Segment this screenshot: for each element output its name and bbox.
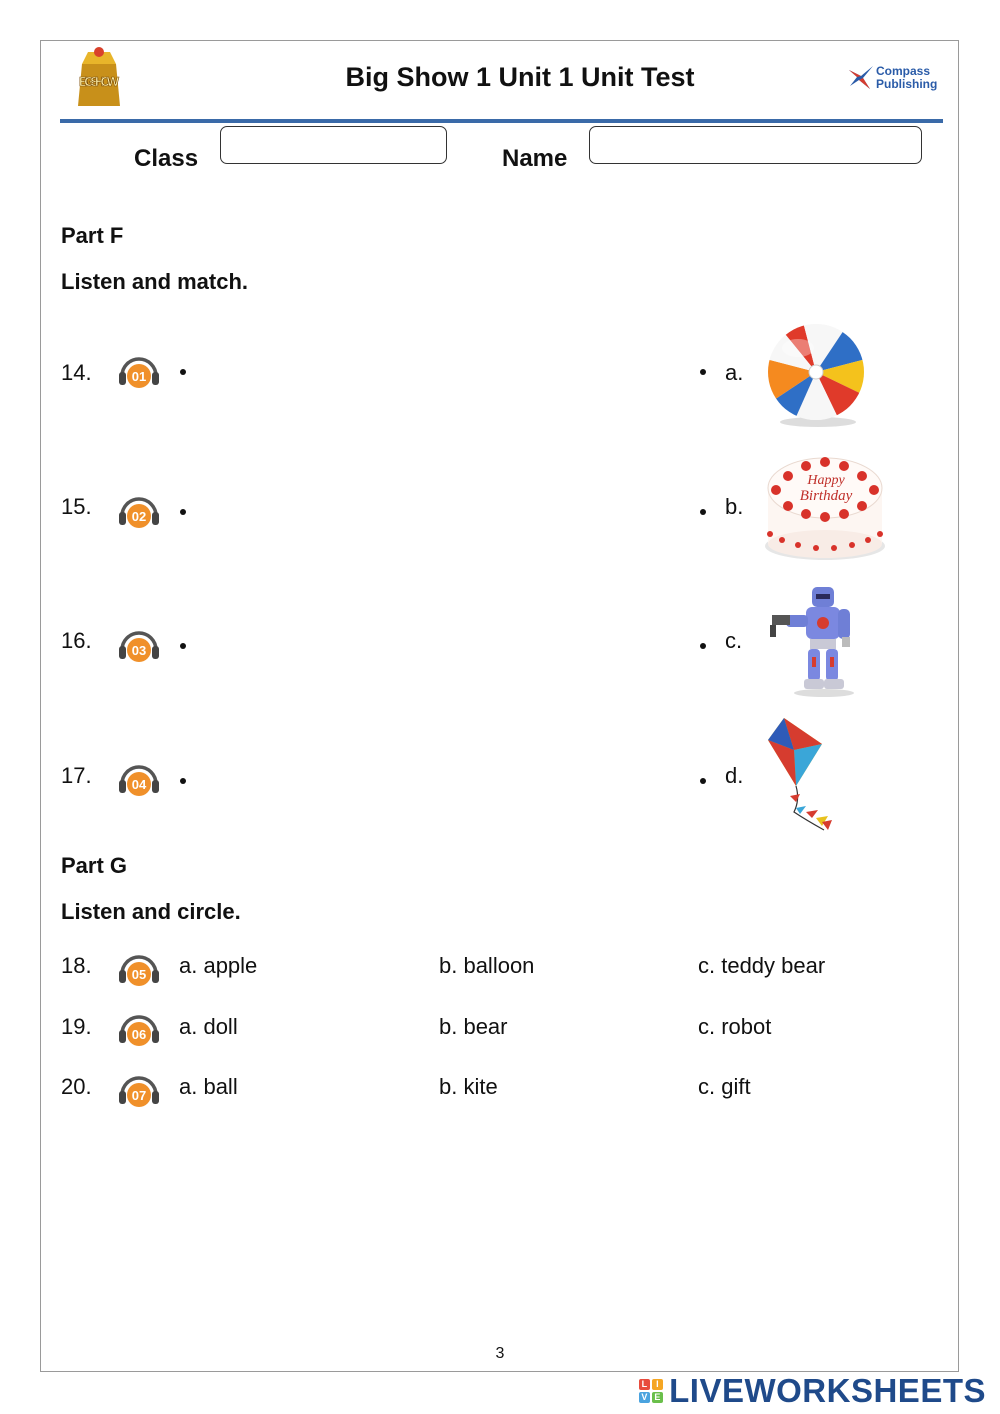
item-number: 19. — [61, 1014, 92, 1039]
match-dot-left[interactable] — [180, 643, 186, 649]
audio-headphone-icon[interactable] — [118, 1012, 160, 1048]
robot-image — [768, 585, 864, 697]
birthday-cake-image — [762, 446, 888, 564]
svg-text:07: 07 — [131, 1088, 147, 1103]
name-label: Name — [502, 145, 568, 172]
audio-headphone-icon[interactable] — [118, 1073, 160, 1109]
svg-text:02: 02 — [131, 509, 147, 524]
audio-headphone-icon[interactable] — [118, 494, 160, 530]
part-f-heading: Part F — [61, 223, 124, 248]
class-label: Class — [134, 145, 199, 172]
choice-a[interactable]: a. ball — [179, 1074, 238, 1099]
choice-c[interactable]: c. teddy bear — [698, 953, 826, 978]
item-number: 20. — [61, 1074, 92, 1099]
choice-a[interactable]: a. apple — [179, 953, 258, 978]
choice-b[interactable]: b. bear — [439, 1014, 508, 1039]
svg-text:03: 03 — [131, 643, 147, 658]
brand-tile: E — [652, 1392, 663, 1403]
compass-logo-line1: Compass — [876, 64, 931, 78]
choice-a[interactable]: a. doll — [179, 1014, 238, 1039]
kite-image — [766, 716, 836, 834]
part-f-instruction: Listen and match. — [61, 269, 249, 294]
svg-text:04: 04 — [131, 777, 147, 792]
option-letter: a. — [725, 360, 744, 385]
match-dot-left[interactable] — [180, 369, 186, 375]
brand-tile: V — [639, 1392, 650, 1403]
audio-headphone-icon[interactable] — [118, 952, 160, 988]
match-dot-right[interactable] — [700, 509, 706, 515]
brand-tile: L — [639, 1379, 650, 1390]
choice-b[interactable]: b. kite — [439, 1074, 498, 1099]
match-dot-right[interactable] — [700, 778, 706, 784]
match-dot-right[interactable] — [700, 643, 706, 649]
beach-ball-image — [762, 318, 870, 428]
audio-headphone-icon[interactable] — [118, 628, 160, 664]
brand-text: LIVEWORKSHEETS — [669, 1372, 986, 1409]
choice-c[interactable]: c. robot — [698, 1014, 772, 1039]
svg-text:01: 01 — [131, 369, 147, 384]
class-input[interactable] — [220, 126, 447, 164]
page-number: 3 — [495, 1345, 505, 1362]
liveworksheets-brand[interactable] — [639, 1372, 986, 1410]
page-title: Big Show 1 Unit 1 Unit Test — [345, 62, 695, 92]
svg-text:06: 06 — [131, 1027, 147, 1042]
match-dot-left[interactable] — [180, 509, 186, 515]
item-number: 15. — [61, 494, 92, 519]
audio-headphone-icon[interactable] — [118, 762, 160, 798]
page-frame — [40, 40, 959, 1372]
option-letter: d. — [725, 763, 744, 788]
option-letter: c. — [725, 628, 743, 653]
svg-text:05: 05 — [131, 967, 147, 982]
svg-text:Birthday: Birthday — [799, 488, 853, 504]
audio-headphone-icon[interactable] — [118, 354, 160, 390]
option-letter: b. — [725, 494, 744, 519]
brand-tiles-icon — [639, 1379, 663, 1403]
choice-c[interactable]: c. gift — [698, 1074, 751, 1099]
choice-b[interactable]: b. balloon — [439, 953, 535, 978]
header-rule — [60, 119, 943, 123]
name-input[interactable] — [589, 126, 922, 164]
svg-text:Happy: Happy — [807, 473, 845, 488]
part-g-heading: Part G — [61, 853, 128, 878]
part-g-instruction: Listen and circle. — [61, 899, 241, 924]
compass-logo-line2: Publishing — [876, 77, 938, 91]
match-dot-left[interactable] — [180, 778, 186, 784]
svg-text:BIG SHOW: BIG SHOW — [79, 74, 119, 89]
item-number: 18. — [61, 953, 92, 978]
item-number: 16. — [61, 628, 92, 653]
brand-tile: I — [652, 1379, 663, 1390]
compass-logo — [846, 62, 936, 94]
item-number: 14. — [61, 360, 92, 385]
item-number: 17. — [61, 763, 92, 788]
match-dot-right[interactable] — [700, 369, 706, 375]
